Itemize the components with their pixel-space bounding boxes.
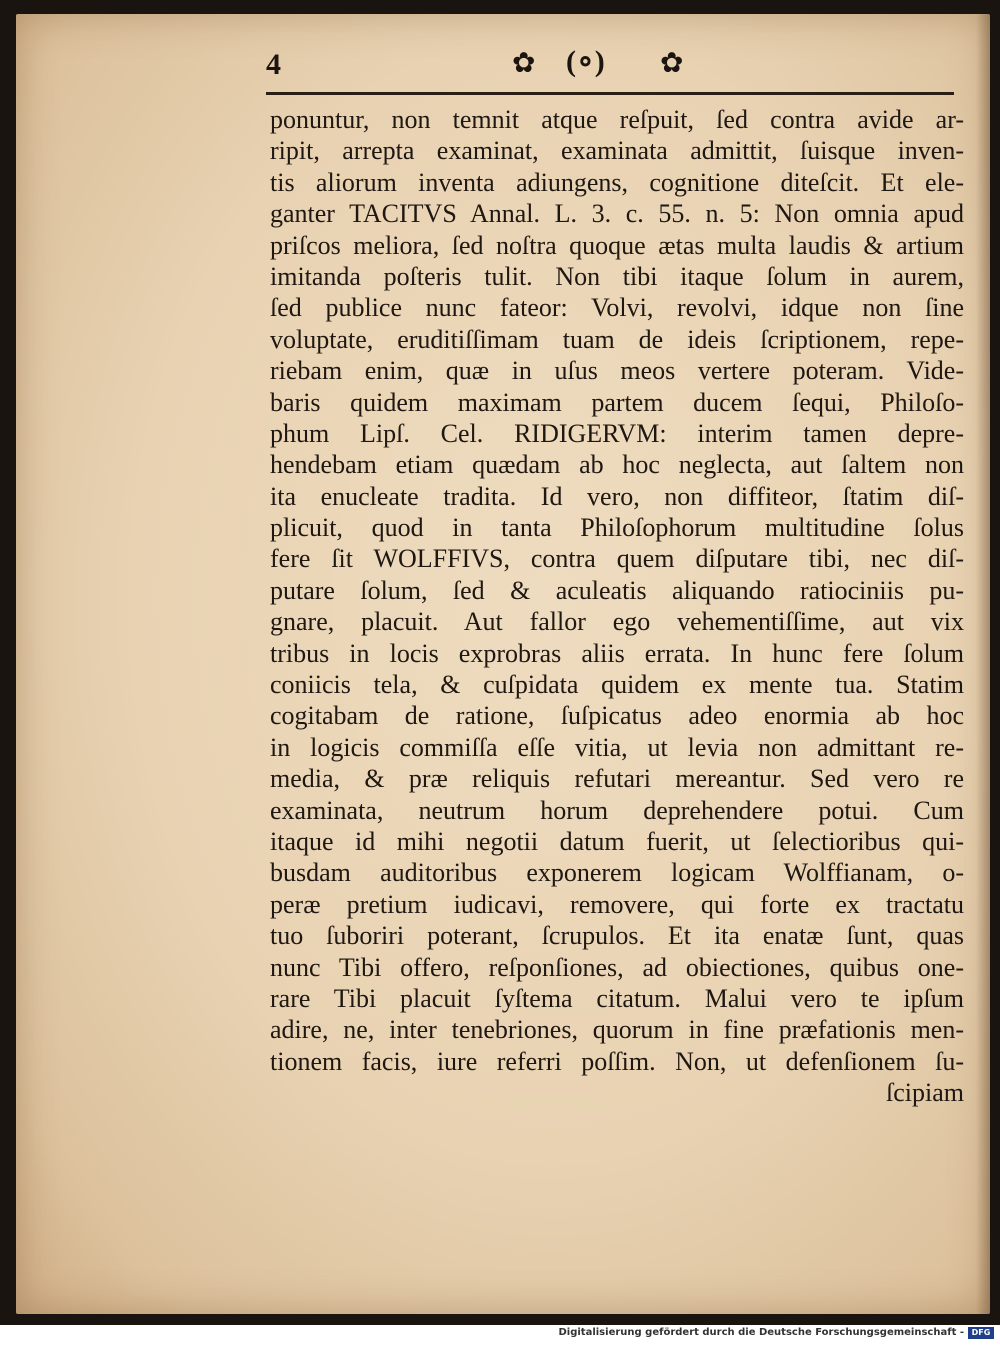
text-line: phum Lipſ. Cel. RIDIGERVM: interim tamen depre- [270,418,964,448]
text-line: tribus in locis exprobras aliis errata. In hunc fere ſolum [270,638,964,668]
text-line: adire, ne, inter tenebriones, quorum in fine præfationis men- [270,1015,964,1045]
text-line: fere ſit WOLFFIVS, contra quem diſputare tibi, nec diſ- [270,544,964,574]
text-line: busdam auditoribus exponerem logicam Wolffianam, o- [270,858,964,888]
text-line: media, & præ reliquis refutari mereantur. Sed vero re [270,764,964,794]
text-line: ripit, arrepta examinat, examinata admittit, ſuisque inven- [270,136,964,166]
text-line: gnare, placuit. Aut fallor ego vehementiſſime, aut vix [270,607,964,637]
text-line: peræ pretium iudicavi, removere, qui forte ex tractatu [270,889,964,919]
text-line: riebam enim, quæ in uſus meos vertere poteram. Vide- [270,356,964,386]
digitization-credit: Digitalisierung gefördert durch die Deutsche Forschungsgemeinschaft - [558,1327,964,1338]
body-text [270,104,964,1109]
text-line: nunc Tibi offero, reſponſiones, ad obiectiones, quibus one- [270,952,964,982]
text-line: tis aliorum inventa adiungens, cognitione diteſcit. Et ele- [270,167,964,197]
text-line: baris quidem maximam partem ducem ſequi, Philoſo- [270,387,964,417]
header-center-mark: (∘) [566,45,605,78]
text-line: ponuntur, non temnit atque reſpuit, ſed contra avide ar- [270,105,964,134]
text-line: in logicis commiſſa eſſe vitia, ut levia non admittant re- [270,732,964,762]
header-rule [266,92,954,95]
text-line: cogitabam de ratione, ſuſpicatus adeo enormia ab hoc [270,701,964,731]
text-line: ſed publice nunc fateor: Volvi, revolvi, idque non ſine [270,293,964,323]
text-line: examinata, neutrum horum deprehendere potui. Cum [270,795,964,825]
catchword: ſcipiam [886,1078,964,1108]
text-line: rare Tibi placuit ſyſtema citatum. Malui vero te ipſum [270,983,964,1013]
text-line: priſcos meliora, ſed noſtra quoque ætas multa laudis & artium [270,230,964,260]
text-line: coniicis tela, & cuſpidata quidem ex mente tua. Statim [270,670,964,700]
dfg-logo: DFG [968,1327,994,1339]
text-line: ganter TACITVS Annal. L. 3. c. 55. n. 5: Non omnia apud [270,199,964,229]
text-line: putare ſolum, ſed & aculeatis aliquando ratiociniis pu- [270,575,964,605]
page-number: 4 [266,48,281,81]
running-header [266,44,952,84]
text-line: hendebam etiam quædam ab hoc neglecta, aut ſaltem non [270,450,964,480]
text-line: tionem facis, iure referri poſſim. Non, ut defenſionem ſu- [270,1046,964,1076]
text-line: tuo ſuboriri poterant, ſcrupulos. Et ita enatæ ſunt, quas [270,921,964,951]
text-line: plicuit, quod in tanta Philoſophorum multitudine ſolus [270,513,964,543]
flower-ornament-icon: ✿ [512,46,536,79]
text-line: ita enucleate tradita. Id vero, non diffiteor, ſtatim diſ- [270,481,964,511]
text-line: voluptate, eruditiſſimam tuam de ideis ſcriptionem, repe- [270,324,964,354]
text-line: itaque id mihi negotii datum fuerit, ut ſelectioribus qui- [270,826,964,856]
text-line: imitanda poſteris tulit. Non tibi itaque ſolum in aurem, [270,261,964,291]
flower-ornament-icon: ✿ [660,46,684,79]
